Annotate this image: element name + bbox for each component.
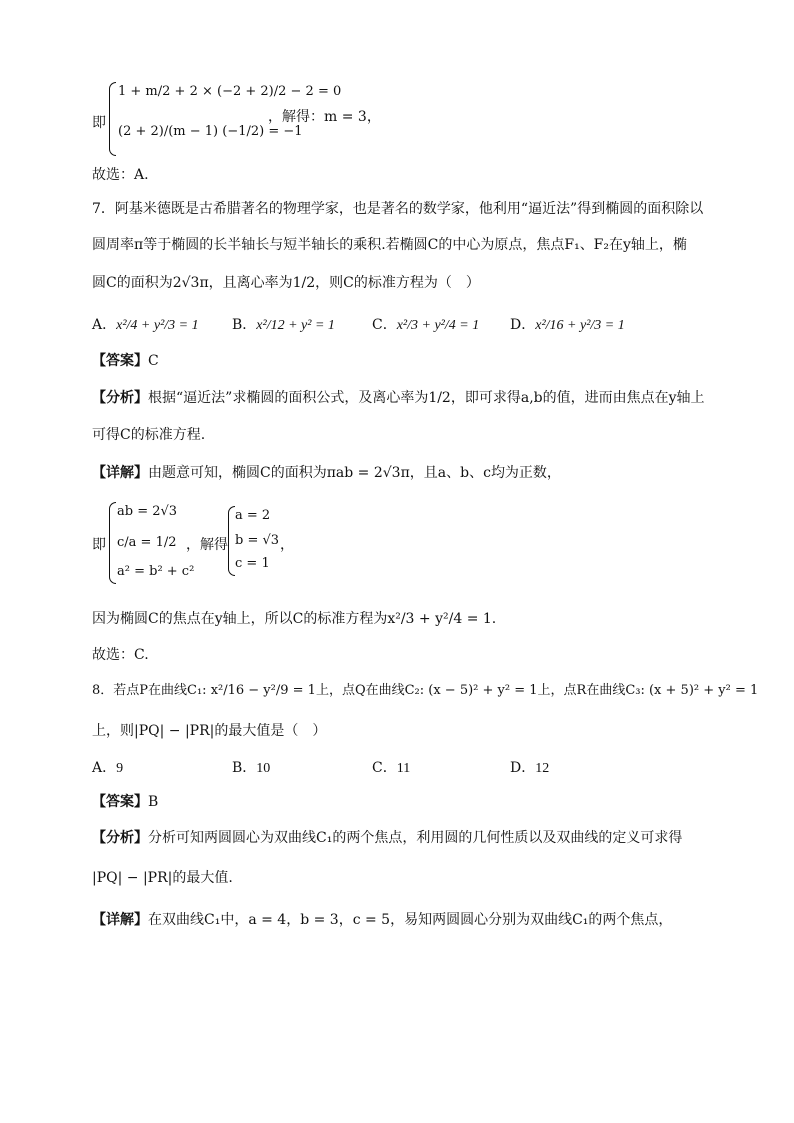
analysis-tag: 【分析】 (92, 830, 148, 846)
answer-value: C (148, 353, 159, 369)
option-expression: x²/4 + y²/3 = 1 (116, 318, 199, 333)
prev-solve: ，解得：m = 3， (268, 109, 381, 125)
q7-system-left-2: c/a = 1/2 (117, 535, 177, 550)
detail-text: 在双曲线C₁中，a = 4，b = 3，c = 5，易知两圆圆心分别为双曲线C₁的两个焦点， (148, 912, 673, 928)
option-letter: B． (232, 317, 257, 333)
option-letter: B． (232, 760, 257, 776)
detail-text: 由题意可知，椭圆C的面积为πab = 2√3π，且a、b、c均为正数， (148, 465, 561, 481)
prev-ji: 即 (92, 115, 106, 131)
prev-equation-1: 1 + m/2 + 2 × (−2 + 2)/2 − 2 = 0 (118, 84, 342, 99)
q8-analysis-line-1 (92, 828, 682, 848)
q8-answer (92, 792, 158, 812)
analysis-text: 根据“逼近法”求椭圆的面积公式，及离心率为1/2，即可求得a,b的值，进而由焦点在y轴上 (148, 390, 705, 406)
q7-stem-line-2: 圆周率π等于椭圆的长半轴长与短半轴长的乘积.若椭圆C的中心为原点，焦点F₁、F₂在y轴上，椭 (92, 237, 687, 253)
q7-analysis-line-2: 可得C的标准方程. (92, 427, 206, 443)
q7-detail-end: ， (280, 537, 294, 553)
q8-option-b[interactable] (232, 758, 270, 779)
option-expression: x²/12 + y² = 1 (256, 318, 335, 333)
q7-system-right-1: a = 2 (235, 508, 271, 523)
q7-stem-line-3: 圆C的面积为2√3π，且离心率为1/2，则C的标准方程为（ ） (92, 275, 480, 291)
q7-option-b[interactable] (232, 315, 335, 336)
option-letter: D． (510, 760, 536, 776)
q7-conclusion: 因为椭圆C的焦点在y轴上，所以C的标准方程为x²/3 + y²/4 = 1. (92, 611, 497, 627)
answer-tag: 【答案】 (92, 353, 148, 369)
q8-detail-line-1 (92, 910, 672, 930)
option-value: 10 (256, 761, 271, 776)
option-expression: x²/3 + y²/4 = 1 (396, 318, 480, 333)
option-expression: x²/16 + y²/3 = 1 (535, 318, 625, 333)
q7-system-left-3: a² = b² + c² (117, 564, 195, 579)
q8-stem-line-1: 8．若点P在曲线C₁: x²/16 − y²/9 = 1上，点Q在曲线C₂: (x − 5)² + y² = 1上，点R在曲线C₃: (x + 5)² + y² = 1 (92, 683, 759, 698)
q7-detail-solve: ，解得 (186, 537, 228, 553)
option-letter: D． (510, 317, 536, 333)
analysis-tag: 【分析】 (92, 390, 148, 406)
prev-equation-2: (2 + 2)/(m − 1) (−1/2) = −1 (118, 124, 303, 139)
q8-analysis-line-2: |PQ| − |PR|的最大值. (92, 870, 233, 886)
q8-stem-line-2: 上，则|PQ| − |PR|的最大值是（ ） (92, 723, 327, 739)
q7-option-a[interactable] (92, 315, 199, 336)
option-value: 9 (116, 761, 124, 776)
q8-option-a[interactable] (92, 758, 123, 779)
detail-tag: 【详解】 (92, 912, 148, 928)
answer-value: B (148, 794, 159, 810)
prev-system-brace (109, 82, 116, 156)
q7-system-right-2: b = √3 (235, 533, 280, 548)
prev-choice: 故选：A. (92, 167, 149, 183)
q7-detail-ji: 即 (92, 537, 106, 553)
q7-system-brace-left (109, 502, 116, 584)
q8-option-c[interactable] (372, 758, 410, 779)
q7-system-brace-right (228, 506, 235, 576)
q7-system-left-1: ab = 2√3 (117, 504, 178, 519)
q8-option-d[interactable] (510, 758, 549, 779)
q7-option-d[interactable] (510, 315, 625, 336)
q7-detail-line-1 (92, 463, 561, 483)
option-letter: A． (92, 760, 117, 776)
q7-choice: 故选：C. (92, 647, 149, 663)
answer-tag: 【答案】 (92, 794, 148, 810)
analysis-text: 分析可知两圆圆心为双曲线C₁的两个焦点，利用圆的几何性质以及双曲线的定义可求得 (148, 830, 683, 846)
q7-stem-line-1: 7．阿基米德既是古希腊著名的物理学家，也是著名的数学家，他利用“逼近法”得到椭圆的面积除以 (92, 201, 704, 217)
option-letter: C． (372, 760, 397, 776)
option-value: 12 (535, 761, 550, 776)
q7-analysis-line-1 (92, 388, 705, 408)
option-letter: C． (372, 317, 397, 333)
q7-answer (92, 351, 159, 371)
detail-tag: 【详解】 (92, 465, 148, 481)
q7-system-right-3: c = 1 (235, 556, 270, 571)
option-value: 11 (396, 761, 411, 776)
q7-option-c[interactable] (372, 315, 479, 336)
option-letter: A． (92, 317, 117, 333)
